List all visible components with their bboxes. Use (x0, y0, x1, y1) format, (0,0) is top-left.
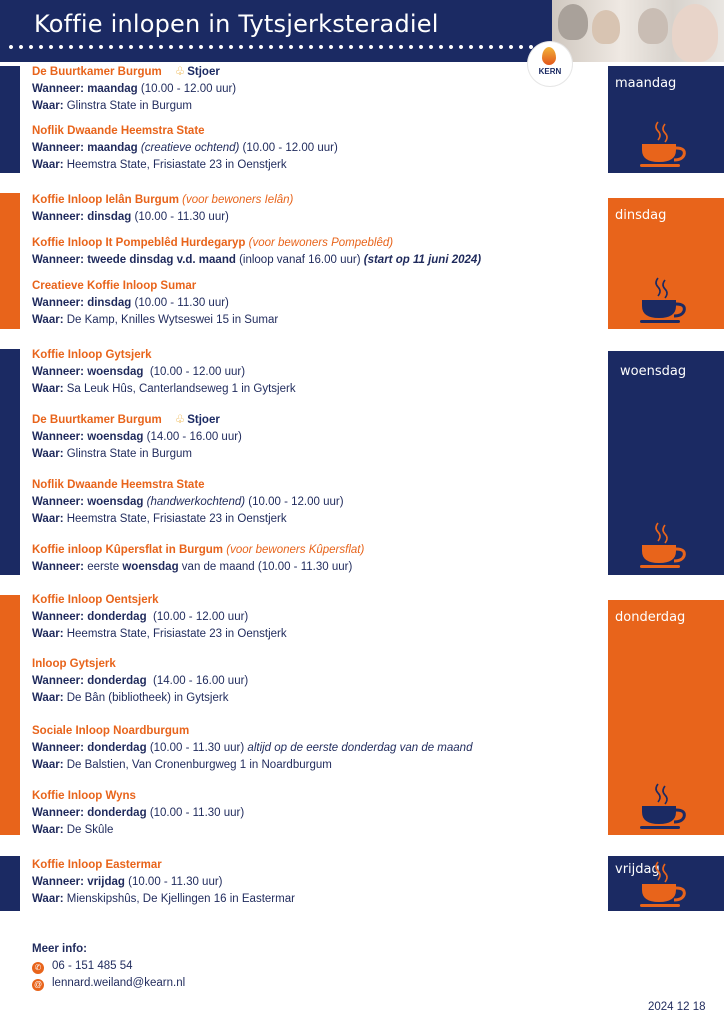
entry-where (32, 626, 287, 643)
entry-where (32, 157, 338, 174)
entry-name: Koffie Inloop It Pompeblêd Hurdegaryp (32, 237, 246, 249)
entry-name-row (32, 542, 364, 559)
when-time: (10.00 - 11.30 uur) (149, 742, 245, 754)
entry-note: (voor bewoners Ielân) (182, 194, 294, 206)
entry-when (32, 740, 472, 757)
when-day: dinsdag (87, 297, 132, 309)
when-day: donderdag (87, 807, 147, 819)
when-label: Wanneer: (32, 431, 84, 443)
contact-info (32, 941, 185, 992)
meer-info-heading: Meer info: (32, 943, 87, 955)
when-label: Wanneer: (32, 807, 84, 819)
entry-note: (voor bewoners Kûpersflat) (226, 544, 365, 556)
entry-where (32, 446, 242, 463)
when-label: Wanneer: (32, 675, 84, 687)
when-label: Wanneer: (32, 297, 84, 309)
when-label: Wanneer: (32, 876, 84, 888)
day-box-maandag (608, 66, 724, 173)
entry-pompebled (32, 235, 481, 269)
entry-name: Creatieve Koffie Inloop Sumar (32, 280, 197, 292)
entry-when (32, 805, 244, 822)
entry-when (32, 364, 296, 381)
when-note: (handwerkochtend) (146, 496, 246, 508)
when-time: (14.00 - 16.00 uur) (146, 431, 242, 443)
when-day: maandag (87, 83, 138, 95)
where-label: Waar: (32, 159, 64, 171)
entry-ielan (32, 192, 293, 226)
entry-buurtkamer-woensdag (32, 412, 242, 463)
day-label-woensdag: woensdag (620, 364, 687, 379)
where-value: Mienskipshûs, De Kjellingen 16 in Eastermar (66, 893, 295, 905)
when-time: (10.00 - 11.30 uur) (128, 876, 223, 888)
phone-icon: ✆ (32, 962, 44, 974)
where-value: Heemstra State, Frisiastate 23 in Oenstjerk (66, 159, 287, 171)
entry-where (32, 690, 248, 707)
when-label: Wanneer: (32, 254, 84, 266)
sidebar-dinsdag (0, 193, 20, 329)
where-value: Glinstra State in Burgum (66, 448, 193, 460)
where-label: Waar: (32, 314, 64, 326)
when-day: woensdag (87, 366, 144, 378)
day-box-woensdag (608, 351, 724, 575)
entry-name: Koffie inloop Kûpersflat in Burgum (32, 544, 224, 556)
stjoer-logo (175, 412, 220, 429)
email-icon: @ (33, 980, 43, 989)
where-label: Waar: (32, 824, 64, 836)
entry-sumar (32, 278, 278, 329)
day-box-vrijdag (608, 856, 724, 911)
entry-gytsjerk-woensdag (32, 347, 296, 398)
when-time: (10.00 - 12.00 uur) (149, 366, 246, 378)
when-note: (creatieve ochtend) (140, 142, 240, 154)
where-value: De Kamp, Knilles Wytseswei 15 in Sumar (66, 314, 279, 326)
sidebar-woensdag (0, 349, 20, 575)
when-day: donderdag (87, 675, 147, 687)
where-label: Waar: (32, 100, 64, 112)
where-label: Waar: (32, 893, 64, 905)
when-day: donderdag (87, 742, 147, 754)
logo-text: KERN (538, 67, 562, 76)
entry-oentsjerk (32, 592, 287, 643)
when-extra: (start op 11 juni 2024) (363, 254, 482, 266)
entry-name-row (32, 235, 481, 252)
where-label: Waar: (32, 759, 64, 771)
stjoer-logo (175, 64, 220, 81)
where-label: Waar: (32, 383, 64, 395)
entry-inloop-gytsjerk (32, 656, 248, 707)
day-label-vrijdag: vrijdag (615, 862, 660, 877)
entry-noardburgum (32, 723, 472, 774)
entry-when (32, 295, 278, 312)
entry-where (32, 511, 344, 528)
stjoer-text: Stjoer (187, 414, 220, 426)
when-day: dinsdag (87, 211, 132, 223)
when-label: Wanneer: (32, 142, 84, 154)
day-label-dinsdag: dinsdag (615, 208, 667, 223)
coffee-cup-icon (638, 276, 688, 324)
entry-when (32, 209, 293, 226)
entry-wyns (32, 788, 244, 839)
when-time: van de maand (10.00 - 11.30 uur) (181, 561, 353, 573)
header-banner (0, 0, 724, 62)
when-time: (10.00 - 12.00 uur) (242, 142, 338, 154)
dotted-divider (6, 44, 546, 50)
sidebar-donderdag (0, 595, 20, 835)
document-date: 2024 12 18 (648, 1001, 706, 1013)
entry-buurtkamer-maandag (32, 64, 236, 115)
kern-logo (528, 42, 572, 86)
coffee-cup-icon (638, 860, 688, 908)
phone-number[interactable]: 06 - 151 485 54 (52, 960, 133, 972)
entry-name: Koffie Inloop Wyns (32, 790, 136, 802)
entry-name: Inloop Gytsjerk (32, 658, 116, 670)
where-value: Sa Leuk Hûs, Canterlandseweg 1 in Gytsjerk (66, 383, 296, 395)
entry-noflik-maandag (32, 123, 338, 174)
stjoer-logo-icon: ♧ (174, 66, 186, 78)
where-value: Heemstra State, Frisiastate 23 in Oenstjerk (66, 513, 287, 525)
when-day: donderdag (87, 611, 147, 623)
when-day: woensdag (122, 561, 179, 573)
when-time: (10.00 - 11.30 uur) (149, 807, 245, 819)
flame-icon (542, 47, 556, 65)
entry-where (32, 822, 244, 839)
stjoer-logo-icon: ♧ (174, 414, 186, 426)
coffee-cup-icon (638, 521, 688, 569)
when-time: (10.00 - 11.30 uur) (134, 211, 229, 223)
when-day: tweede dinsdag v.d. maand (87, 254, 236, 266)
entry-name: Sociale Inloop Noardburgum (32, 725, 190, 737)
entry-name: Koffie Inloop Oentsjerk (32, 594, 159, 606)
when-day: vrijdag (87, 876, 125, 888)
email-row (32, 975, 185, 992)
entry-name: Koffie Inloop Gytsjerk (32, 349, 152, 361)
entry-when (32, 559, 364, 576)
sidebar-maandag (0, 66, 20, 173)
day-box-dinsdag (608, 198, 724, 329)
when-label: Wanneer: (32, 496, 84, 508)
entry-where (32, 98, 236, 115)
where-label: Waar: (32, 513, 64, 525)
where-value: Heemstra State, Frisiastate 23 in Oenstjerk (66, 628, 287, 640)
day-box-donderdag (608, 600, 724, 835)
entry-when (32, 429, 242, 446)
sidebar-vrijdag (0, 856, 20, 911)
where-label: Waar: (32, 628, 64, 640)
entry-name-row (32, 412, 242, 429)
when-time: (10.00 - 12.00 uur) (153, 611, 249, 623)
entry-when (32, 252, 481, 269)
when-time: (10.00 - 12.00 uur) (140, 83, 237, 95)
entry-name-row (32, 192, 293, 209)
entry-where (32, 381, 296, 398)
when-pre: eerste (87, 561, 120, 573)
entry-name: Noflik Dwaande Heemstra State (32, 125, 205, 137)
where-value: De Bân (bibliotheek) in Gytsjerk (66, 692, 229, 704)
entry-when (32, 81, 236, 98)
entry-note: (voor bewoners Pompeblêd) (248, 237, 394, 249)
header-photo (552, 0, 724, 62)
entry-when (32, 609, 287, 626)
where-value: De Balstien, Van Cronenburgweg 1 in Noardburgum (66, 759, 332, 771)
entry-name: Koffie Inloop Ielân Burgum (32, 194, 179, 206)
entry-name: Koffie Inloop Eastermar (32, 859, 162, 871)
when-day: woensdag (87, 431, 144, 443)
email-address[interactable]: lennard.weiland@kearn.nl (52, 977, 186, 989)
phone-row (32, 958, 185, 975)
coffee-cup-icon (638, 782, 688, 830)
day-label-donderdag: donderdag (615, 610, 686, 625)
entry-when (32, 140, 338, 157)
entry-name-row (32, 64, 236, 81)
entry-kupersflat (32, 542, 364, 576)
where-value: De Skûle (66, 824, 114, 836)
entry-when (32, 494, 344, 511)
entry-name: Noflik Dwaande Heemstra State (32, 479, 205, 491)
when-label: Wanneer: (32, 83, 84, 95)
where-value: Glinstra State in Burgum (66, 100, 193, 112)
entry-name: De Buurtkamer Burgum (32, 414, 162, 426)
entry-eastermar (32, 857, 295, 908)
page-title: Koffie inlopen in Tytsjerksteradiel (34, 10, 439, 38)
when-label: Wanneer: (32, 561, 84, 573)
when-extra: altijd op de eerste donderdag van de maand (247, 742, 473, 754)
entry-where (32, 312, 278, 329)
when-day: maandag (87, 142, 138, 154)
when-label: Wanneer: (32, 366, 84, 378)
when-time: (10.00 - 11.30 uur) (134, 297, 229, 309)
when-label: Wanneer: (32, 611, 84, 623)
entry-name: De Buurtkamer Burgum (32, 66, 162, 78)
stjoer-text: Stjoer (187, 66, 220, 78)
coffee-cup-icon (638, 120, 688, 168)
when-time: (10.00 - 12.00 uur) (248, 496, 344, 508)
when-day: woensdag (87, 496, 144, 508)
when-label: Wanneer: (32, 211, 84, 223)
when-time: (inloop vanaf 16.00 uur) (239, 254, 361, 266)
where-label: Waar: (32, 692, 64, 704)
entry-where (32, 891, 295, 908)
day-label-maandag: maandag (615, 76, 677, 91)
entry-where (32, 757, 472, 774)
entry-when (32, 874, 295, 891)
when-time: (14.00 - 16.00 uur) (153, 675, 249, 687)
entry-when (32, 673, 248, 690)
when-label: Wanneer: (32, 742, 84, 754)
where-label: Waar: (32, 448, 64, 460)
entry-noflik-woensdag (32, 477, 344, 528)
